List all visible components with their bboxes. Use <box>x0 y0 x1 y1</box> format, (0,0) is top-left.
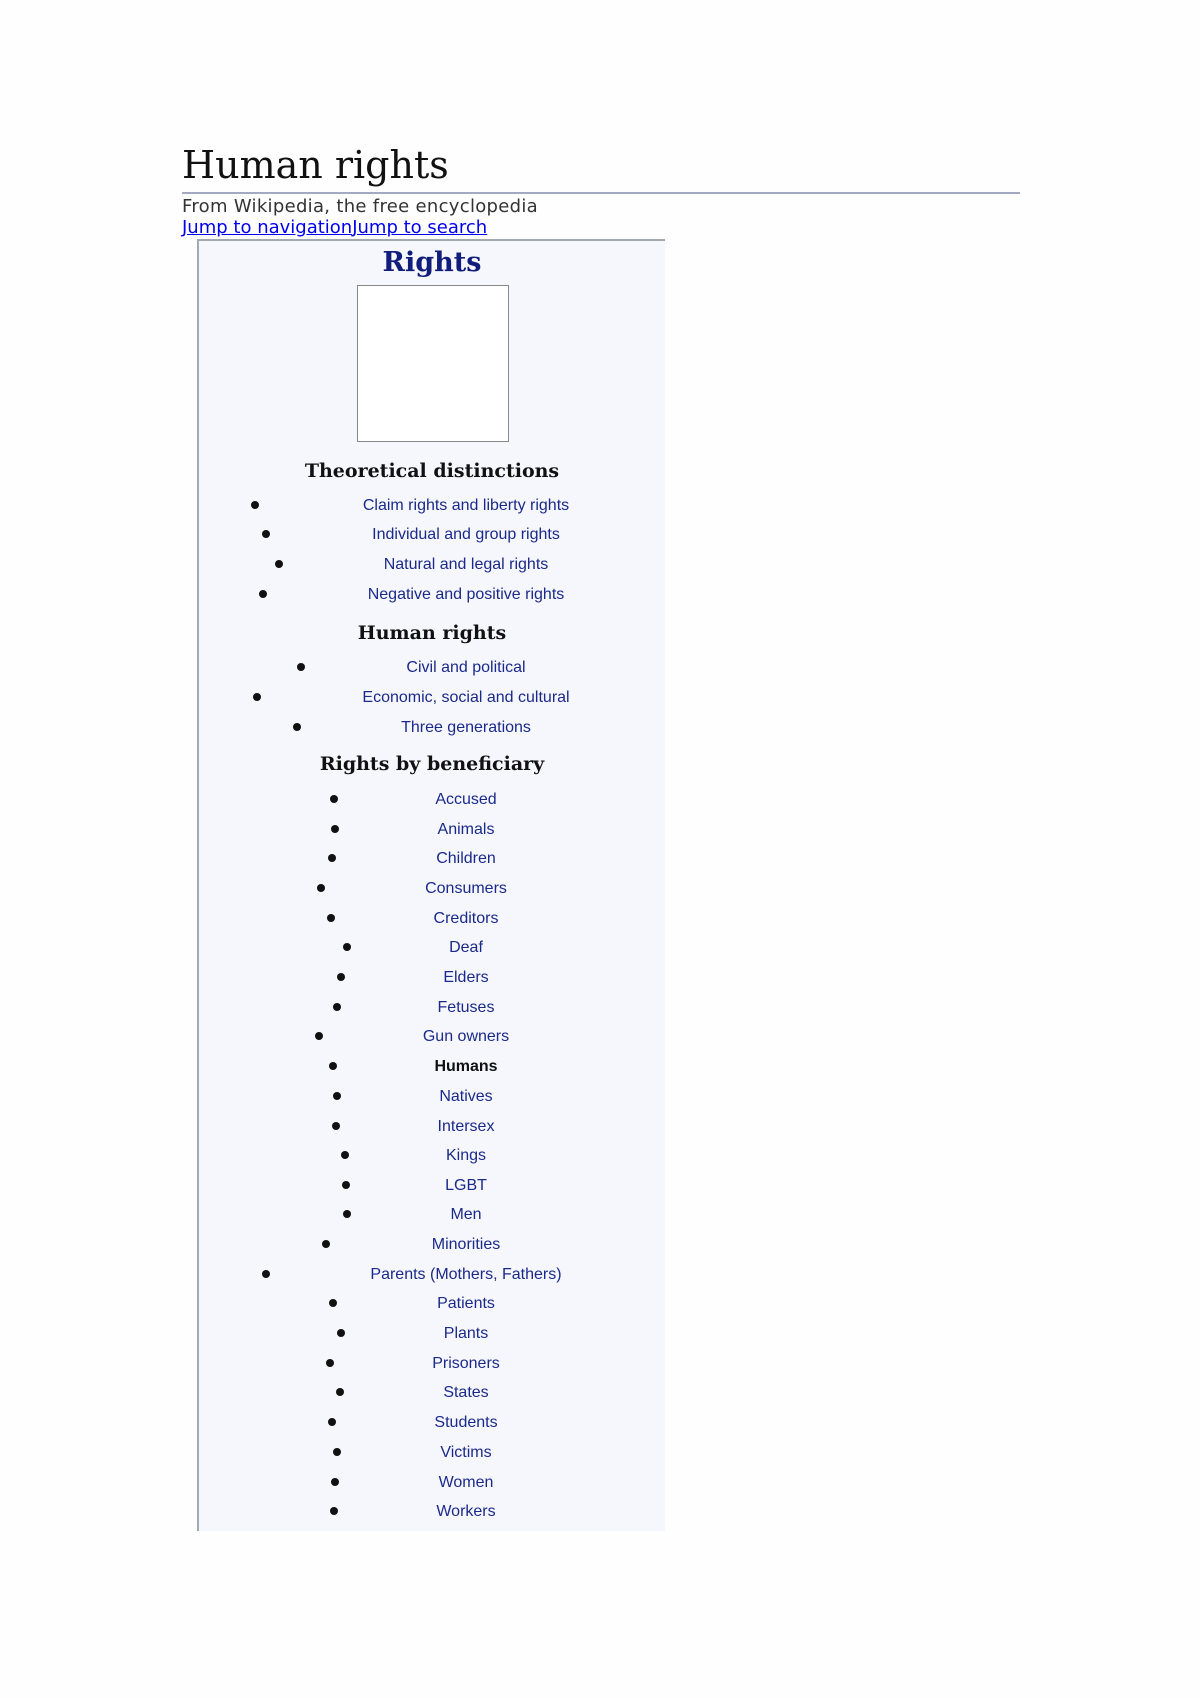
list-item[interactable]: Animals <box>199 819 665 841</box>
list-item[interactable]: Prisoners <box>199 1353 665 1375</box>
tagline: From Wikipedia, the free encyclopedia <box>182 196 539 217</box>
list-item[interactable]: Civil and political <box>199 657 665 679</box>
list-item[interactable]: Kings <box>199 1145 665 1167</box>
jump-links <box>182 217 487 238</box>
jump-to-search-link[interactable]: Jump to search <box>352 217 488 238</box>
list-item[interactable]: Consumers <box>199 878 665 900</box>
list-item[interactable]: Creditors <box>199 908 665 930</box>
list-item[interactable]: Victims <box>199 1442 665 1464</box>
list-item[interactable]: Three generations <box>199 717 665 739</box>
list-item[interactable]: Natural and legal rights <box>199 554 665 576</box>
list-item[interactable]: Minorities <box>199 1234 665 1256</box>
section-heading-beneficiary: Rights by beneficiary <box>319 753 545 775</box>
list-item[interactable]: Women <box>199 1472 665 1494</box>
list-item[interactable]: Elders <box>199 967 665 989</box>
infobox-title[interactable]: Rights <box>382 247 482 278</box>
list-item[interactable]: Humans <box>199 1056 665 1078</box>
list-item[interactable]: Parents (Mothers, Fathers) <box>199 1264 665 1286</box>
list-item[interactable]: Men <box>199 1204 665 1226</box>
list-item[interactable]: Economic, social and cultural <box>199 687 665 709</box>
infobox-image[interactable] <box>357 285 509 442</box>
list-item[interactable]: Intersex <box>199 1116 665 1138</box>
list-item[interactable]: Plants <box>199 1323 665 1345</box>
list-item[interactable]: Natives <box>199 1086 665 1108</box>
list-item[interactable]: LGBT <box>199 1175 665 1197</box>
list-item[interactable]: Individual and group rights <box>199 524 665 546</box>
page-title: Human rights <box>182 142 1020 194</box>
list-item[interactable]: Accused <box>199 789 665 811</box>
list-item[interactable]: Children <box>199 848 665 870</box>
list-item[interactable]: Gun owners <box>199 1026 665 1048</box>
list-item[interactable]: Negative and positive rights <box>199 584 665 606</box>
section-heading-theoretical: Theoretical distinctions <box>304 460 560 482</box>
section-heading-human-rights: Human rights <box>357 622 507 644</box>
jump-to-navigation-link[interactable]: Jump to navigation <box>182 217 353 238</box>
list-item[interactable]: Patients <box>199 1293 665 1315</box>
list-item[interactable]: States <box>199 1382 665 1404</box>
rights-infobox <box>197 239 665 1531</box>
list-item[interactable]: Deaf <box>199 937 665 959</box>
list-item[interactable]: Students <box>199 1412 665 1434</box>
list-item[interactable]: Claim rights and liberty rights <box>199 495 665 517</box>
list-item[interactable]: Fetuses <box>199 997 665 1019</box>
list-item[interactable]: Workers <box>199 1501 665 1523</box>
